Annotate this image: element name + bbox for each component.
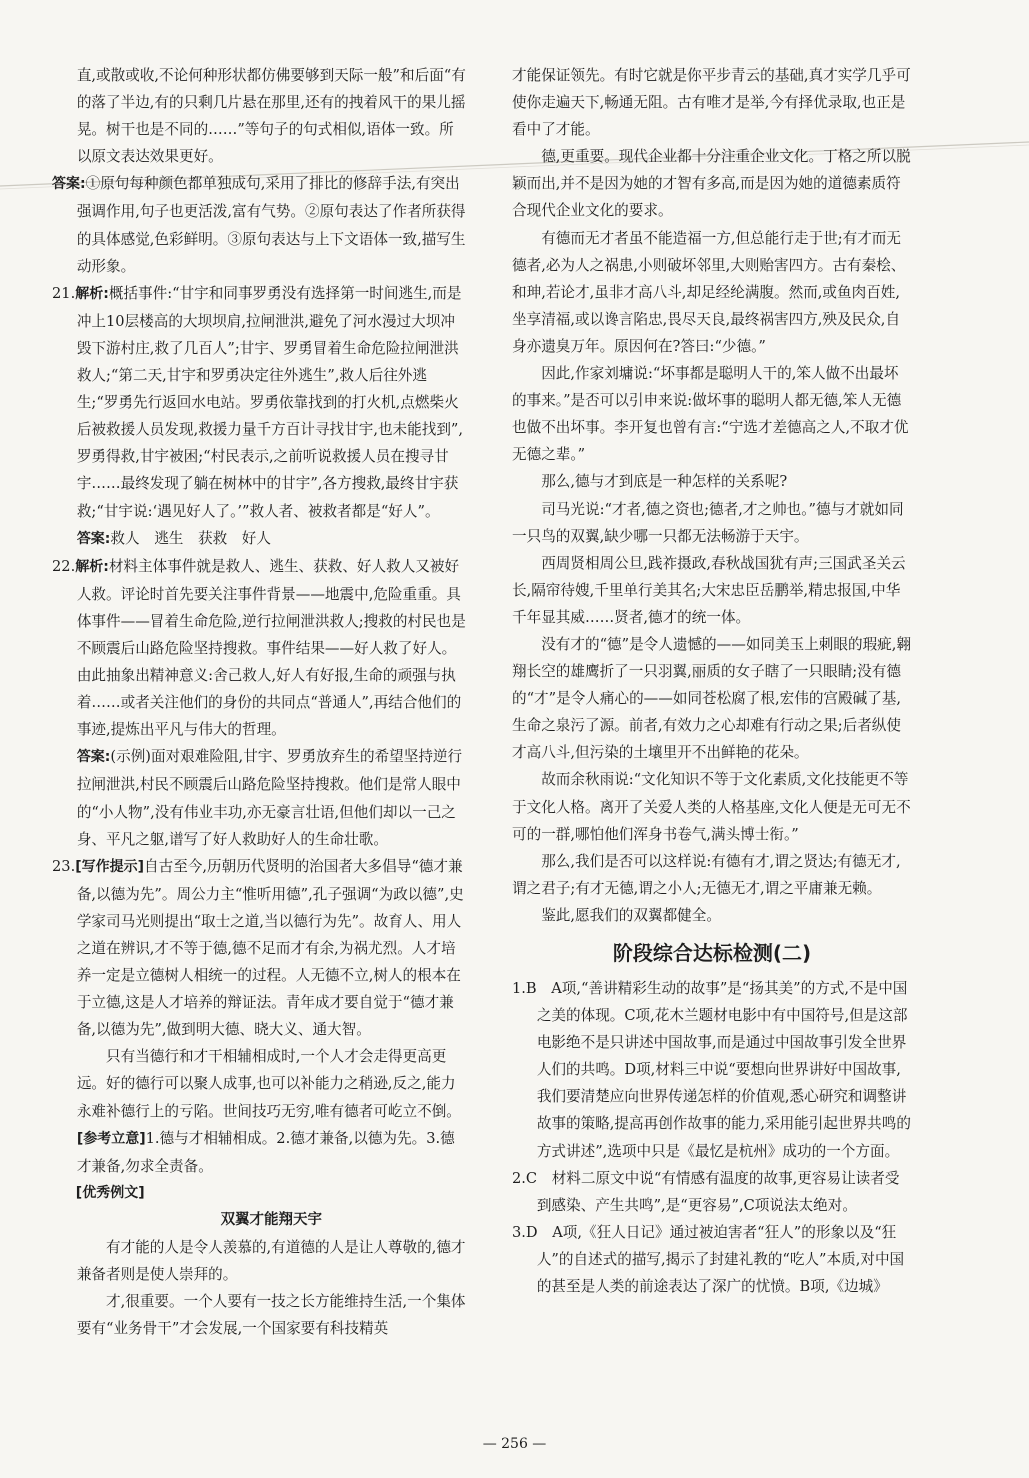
essay-paragraph: 故而余秋雨说:“文化知识不等于文化素质,文化技能更不等于文化人格。离开了关爱人类的人格基座,文化人便是无可无不可的一群,哪怕他们浑身书卷气,满头博士衔。” — [512, 771, 911, 843]
q23-writing-tip — [52, 853, 466, 1044]
essay-paragraph: 有才能的人是令人羡慕的,有道德的人是让人尊敬的,德才兼备者则是使人崇拜的。 — [76, 1239, 466, 1284]
essay-paragraph: 没有才的“德”是令人遗憾的——如同美玉上刺眼的瑕疵,翱翔长空的雄鹰折了一只羽翼,丽质的女子瞎了一只眼睛;没有德的“才”是令人痛心的——如同苍松腐了根,宏伟的宫殿碱了基,生命之泉污了源。前者,有效力之心却难有行动之果;后者纵使才高八斗,但污染的土壤里开不出鲜艳的花朵。 — [512, 635, 911, 762]
q20-answer — [52, 170, 466, 279]
analysis-label: 解析: — [75, 558, 109, 575]
analysis-text: 材料主体事件就是救人、逃生、获救、好人救人又被好人救。评论时首先要关注事件背景——地震中,危险重重。具体事件——冒着生命危险,逆行拉闸泄洪救人;搜救的村民也是不顾震后山路危险坚持搜救。事件结果——好人救了好人。由此抽象出精神意义:舍己救人,好人有好报,生命的顽强与执着……或者关注他们的身份的共同点“普通人”,再结合他们的事迹,提炼出平凡与伟大的哲理。 — [76, 557, 466, 739]
question-number: 23. — [52, 857, 76, 875]
a3-answer: 3.D A项,《狂人日记》通过被迫害者“狂人”的形象以及“狂人”的自述式的描写,揭示了封建礼教的“吃人”本质,对中国的甚至是人类的前途表达了深广的忧愤。B项,《边城》 — [512, 1223, 905, 1296]
essay-paragraph: 那么,我们是否可以这样说:有德有才,谓之贤达;有德无才,谓之君子;有才无德,谓之小人;无德无才,谓之平庸兼无赖。 — [512, 852, 901, 897]
essay-paragraph: 司马光说:“才者,德之资也;德者,才之帅也。”德与才就如同一只鸟的双翼,缺少哪一只都无法畅游于天宇。 — [512, 500, 904, 545]
q22-analysis — [52, 553, 466, 744]
question-number: 21. — [52, 284, 76, 302]
left-column — [52, 62, 466, 1342]
analysis-text: 概括事件:“甘宇和同事罗勇没有选择第一时间逃生,而是冲上10层楼高的大坝坝肩,拉闸泄洪,避免了河水漫过大坝冲毁下游村庄,救了几百人”;甘宇、罗勇冒着生命危险拉闸泄洪救人;“第二天,甘宇和罗勇决定往外逃生”,救人后往外逃生;“罗勇先行返回水电站。罗勇依靠找到的打火机,点燃柴火后被救援人员发现,救援力量千方百计寻找甘宇,也未能找到”,罗勇得救,甘宇被困;“村民表示,之前听说救援人员在搜寻甘宇……最终发现了躺在树林中的甘宇”,各方搜救,最终甘宇获救;“甘宇说:‘遇见好人了。’”救人者、被救者都是“好人”。 — [76, 284, 464, 520]
answer-label: 答案: — [76, 530, 111, 547]
answer-text: (示例)面对艰难险阻,甘宇、罗勇放弃生的希望坚持逆行拉闸泄洪,村民不顾震后山路危险坚持搜救。他们是常人眼中的“小人物”,没有伟业丰功,亦无豪言壮语,但他们却以一己之身、平凡之躯,谱写了好人救助好人的生命壮歌。 — [76, 748, 463, 848]
essay-paragraph: 因此,作家刘墉说:“坏事都是聪明人干的,笨人做不出最坏的事来。”是否可以引申来说:做坏事的聪明人都无德,笨人无德也做不出坏事。李开复也曾有言:“宁选才差德高之人,不取才优无德之辈。” — [512, 365, 909, 464]
essay-paragraph: 才能保证领先。有时它就是你平步青云的基础,真才实学几乎可使你走遍天下,畅通无阻。古有唯才是举,今有择优录取,也正是看中了才能。 — [512, 67, 911, 139]
a2-answer: 2.C 材料二原文中说“有情感有温度的故事,更容易让读者受到感染、产生共鸣”,是“更容易”,C项说法太绝对。 — [512, 1169, 900, 1214]
q21-analysis — [52, 280, 466, 525]
reference-label: [参考立意] — [76, 1130, 146, 1147]
question-number: 22. — [52, 557, 76, 575]
q22-answer — [52, 743, 466, 852]
essay-paragraph: 才,很重要。一个人要有一技之长方能维持生活,一个集体要有“业务骨干”才会发展,一个国家要有科技精英 — [76, 1293, 466, 1338]
essay-paragraph: 鉴此,愿我们的双翼都健全。 — [541, 906, 721, 924]
essay-paragraph: 有德而无才者虽不能造福一方,但总能行走于世;有才而无德者,必为人之祸患,小则破坏邻里,大则贻害四方。古有秦桧、和珅,若论才,虽非才高八斗,却足经纶满腹。然而,或鱼肉百姓,坐享清福,或以谗言陷忠,畏尽天良,最终祸害四方,殃及民众,自身亦遗臭万年。原因何在?答曰:“少德。” — [512, 229, 906, 355]
q23-tip-paragraph: 只有当德行和才干相辅相成时,一个人才会走得更高更远。好的德行可以聚人成事,也可以补能力之稍逊,反之,能力永难补德行上的亏陷。世间技巧无穷,唯有德者可屹立不倒。 — [76, 1048, 461, 1120]
excellent-essay-label: [优秀例文] — [75, 1184, 145, 1201]
reference-text: 1.德与才相辅相成。2.德才兼备,以德为先。3.德才兼备,勿求全责备。 — [76, 1129, 455, 1175]
right-column — [512, 62, 912, 1300]
essay-paragraph: 德,更重要。现代企业都十分注重企业文化。丁格之所以脱颖而出,并不是因为她的才智有多高,而是因为她的道德素质符合现代企业文化的要求。 — [512, 148, 911, 220]
q20-analysis-continued: 直,或散或收,不论何种形状都仿佛要够到天际一般”和后面“有的落了半边,有的只剩几片悬在那里,还有的拽着风干的果儿摇晃。树干也是不同的……”等句子的句式相似,语体一致。所以原文表达效果更好。 — [76, 67, 466, 166]
writing-tip-text: 自古至今,历朝历代贤明的治国者大多倡导“德才兼备,以德为先”。周公力主“惟听用德”,孔子强调“为政以德”,史学家司马光则提出“取士之道,当以德行为先”。故育人、用人之道在辨识,才不等于德,德不足而才有余,为祸尤烈。人才培养一定是立德树人相统一的过程。人无德不立,树人的根本在于立德,这是人才培养的辩证法。青年成才要自觉于“德才兼备,以德为先”,做到明大德、晓大义、通大智。 — [76, 857, 464, 1039]
answer-label: 答案: — [76, 749, 111, 766]
writing-tip-label: [写作提示] — [75, 858, 145, 875]
q23-reference-idea — [52, 1125, 466, 1180]
a1-answer: 1.B A项,“善讲精彩生动的故事”是“扬其美”的方式,不是中国之美的体现。C项,花木兰题材电影中有中国符号,但是这部电影绝不是只讲述中国故事,而是通过中国故事引发全世界人们的共鸣。D项,材料三中说“要想向世界讲好中国故事,我们要清楚应向世界传递怎样的价值观,悉心研究和调整讲故事的策略,提高再创作故事的能力,采用能引起世界共鸣的方式讲述”,选项中只是《最忆是杭州》成功的一个方面。 — [512, 980, 911, 1160]
page-number: — 256 — — [482, 1436, 547, 1452]
section-title: 阶段综合达标检测(二) — [612, 941, 812, 965]
analysis-label: 解析: — [75, 285, 109, 302]
answer-number: 1.B — [512, 980, 537, 997]
answer-text: 救人 逃生 获救 好人 — [110, 529, 271, 547]
essay-paragraph: 那么,德与才到底是一种怎样的关系呢? — [541, 473, 788, 491]
answer-number: 3.D — [512, 1223, 538, 1241]
essay-title: 双翼才能翔天宇 — [220, 1211, 323, 1228]
essay-paragraph: 西周贤相周公旦,践祚摄政,春秋战国犹有声;三国武圣关云长,隔帘待嫂,千里单行美其名;大宋忠臣岳鹏举,精忠报国,中华千年显其威……贤者,德才的统一体。 — [512, 554, 906, 626]
answer-text: ①原句每种颜色都单独成句,采用了排比的修辞手法,有突出强调作用,句子也更活泼,富有气势。②原句表达了作者所获得的具体感觉,色彩鲜明。③原句表达与上下文语体一致,描写生动形象。 — [76, 175, 466, 275]
q21-answer — [52, 525, 466, 553]
answer-number: 2.C — [512, 1169, 538, 1187]
answer-label: 答案: — [52, 176, 86, 193]
